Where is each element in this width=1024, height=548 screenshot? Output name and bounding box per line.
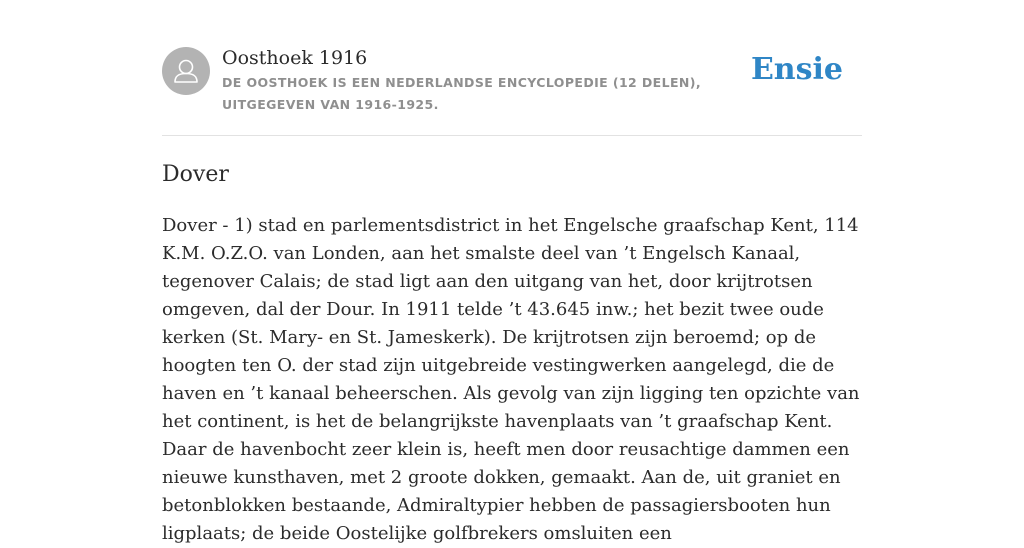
entry-title: Dover — [162, 162, 229, 187]
user-icon[interactable] — [162, 47, 210, 95]
entry-body: Dover - 1) stad en parlementsdistrict in het Engelsche graafschap Kent, 114 K.M. O.Z.O. van Londen, aan het smalste deel van ’t Engelsch Kanaal, tegenover Calais; de stad ligt aan den uitgang van het, door krijtrotsen omgeven, dal der Dour. In 1911 telde ’t 43.645 inw.; het bezit twee oude kerken (St. Mary- en St. Jameskerk). De krijtrotsen zijn beroemd; op de hoogten ten O. der stad zijn uitgebreide vestingwerken aangelegd, die de haven en ’t kanaal beheerschen. Als gevolg van zijn ligging ten opzichte van het continent, is het de belangrijkste havenplaats van ’t graafschap Kent. Daar de havenbocht zeer klein is, heeft men door reusachtige dammen een nieuwe kunsthaven, met 2 groote dokken, gemaakt. Aan de, uit graniet en betonblokken bestaande, Admiraltypier hebben de passagiersbooten hun ligplaats; de beide Oostelijke golfbrekers omsluiten een — [162, 215, 860, 544]
ensie-logo[interactable]: Ensie — [750, 52, 843, 87]
source-title[interactable]: Oosthoek 1916 — [222, 47, 368, 69]
source-description: DE OOSTHOEK IS EEN NEDERLANDSE ENCYCLOPEDIE (12 DELEN), UITGEGEVEN VAN 1916-1925. — [222, 75, 702, 112]
source-header — [162, 46, 862, 116]
divider — [162, 135, 862, 136]
